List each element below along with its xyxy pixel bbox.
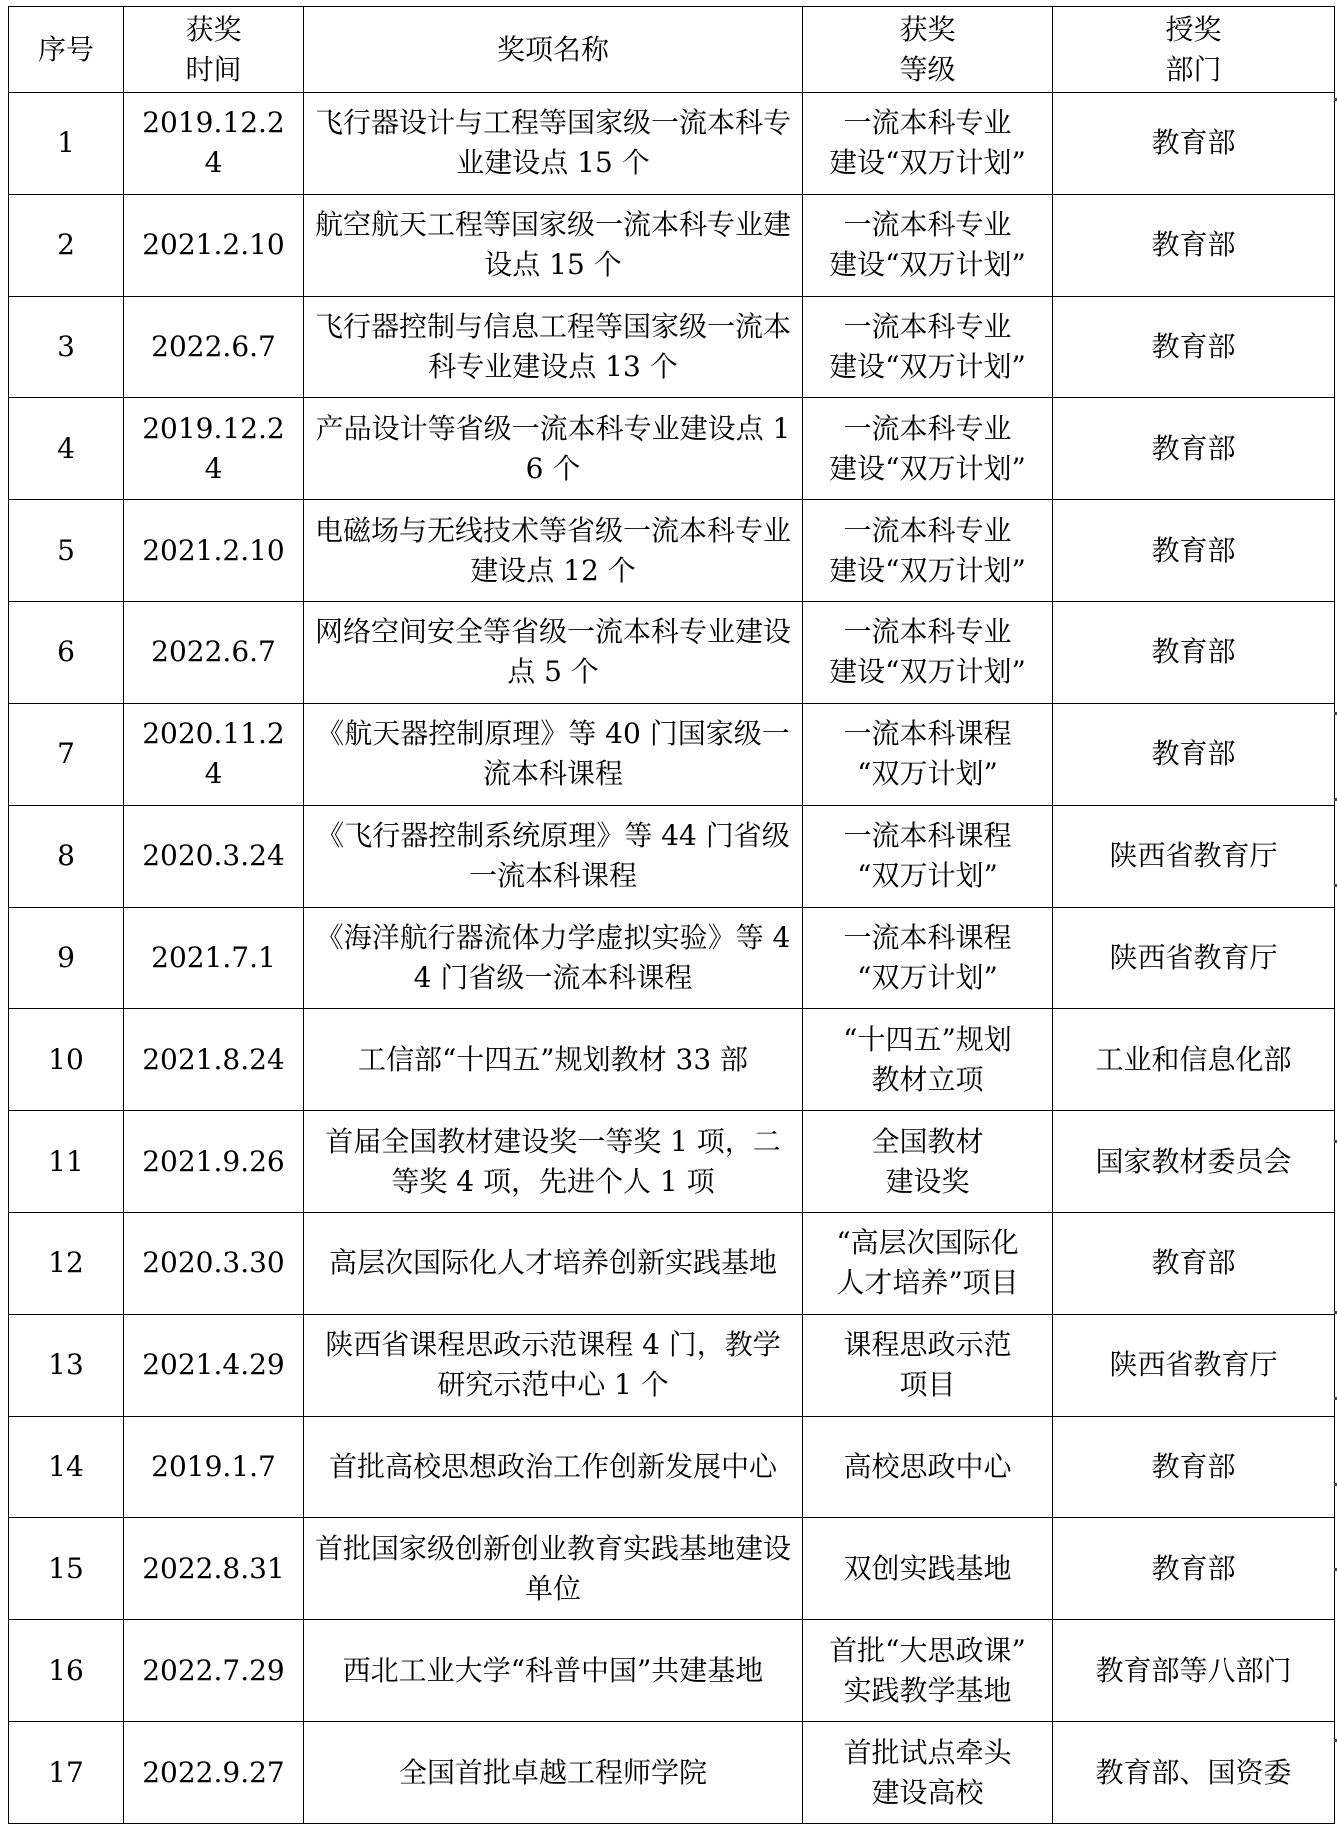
cell-department: 教育部: [1053, 1212, 1335, 1314]
cell-award-level: 一流本科课程 “双万计划”: [803, 907, 1053, 1009]
cell-date: 2020.11.24: [124, 703, 304, 805]
cell-date: 2022.9.27: [124, 1722, 304, 1824]
table-row: [9, 93, 1335, 195]
cell-number: 17: [9, 1722, 124, 1824]
header-date: 获奖 时间: [124, 7, 304, 93]
cell-award-name: 《航天器控制原理》等 40 门国家级一流本科课程: [304, 703, 803, 805]
cell-award-name: 飞行器控制与信息工程等国家级一流本科专业建设点 13 个: [304, 296, 803, 398]
cell-award-level: 一流本科课程 “双万计划”: [803, 703, 1053, 805]
header-no: 序号: [9, 7, 124, 93]
cell-number: 10: [9, 1009, 124, 1111]
cell-award-level: 首批试点牵头 建设高校: [803, 1722, 1053, 1824]
cell-department: 陕西省教育厅: [1053, 907, 1335, 1009]
cell-department: 教育部: [1053, 296, 1335, 398]
cell-date: 2022.6.7: [124, 602, 304, 704]
cell-award-name: 《飞行器控制系统原理》等 44 门省级一流本科课程: [304, 805, 803, 907]
cell-award-name: 首批国家级创新创业教育实践基地建设单位: [304, 1518, 803, 1620]
header-award-level: 获奖 等级: [803, 7, 1053, 93]
cell-award-name: 航空航天工程等国家级一流本科专业建设点 15 个: [304, 194, 803, 296]
cell-date: 2021.9.26: [124, 1111, 304, 1213]
cell-award-name: 首批高校思想政治工作创新发展中心: [304, 1416, 803, 1518]
cell-date: 2021.7.1: [124, 907, 304, 1009]
header-row: [9, 7, 1335, 93]
cell-award-level: 一流本科专业 建设“双万计划”: [803, 398, 1053, 500]
table-row: [9, 1620, 1335, 1722]
table-row: [9, 1314, 1335, 1416]
cell-number: 16: [9, 1620, 124, 1722]
cell-award-name: 网络空间安全等省级一流本科专业建设点 5 个: [304, 602, 803, 704]
cell-department: 国家教材委员会: [1053, 1111, 1335, 1213]
cell-department: 工业和信息化部: [1053, 1009, 1335, 1111]
cell-number: 15: [9, 1518, 124, 1620]
cell-number: 2: [9, 194, 124, 296]
table-row: [9, 1416, 1335, 1518]
table-row: [9, 602, 1335, 704]
cell-department: 教育部: [1053, 1518, 1335, 1620]
cell-award-level: 首批“大思政课” 实践教学基地: [803, 1620, 1053, 1722]
cell-award-name: 电磁场与无线技术等省级一流本科专业建设点 12 个: [304, 500, 803, 602]
cell-department: 陕西省教育厅: [1053, 1314, 1335, 1416]
table-row: [9, 1518, 1335, 1620]
cell-award-level: “高层次国际化 人才培养”项目: [803, 1212, 1053, 1314]
cell-department: 教育部: [1053, 703, 1335, 805]
cell-date: 2019.12.24: [124, 93, 304, 195]
cell-award-name: 首届全国教材建设奖一等奖 1 项，二等奖 4 项，先进个人 1 项: [304, 1111, 803, 1213]
cell-date: 2019.1.7: [124, 1416, 304, 1518]
table-row: [9, 1111, 1335, 1213]
table-row: [9, 398, 1335, 500]
table-row: [9, 1722, 1335, 1824]
cell-award-level: 课程思政示范 项目: [803, 1314, 1053, 1416]
cell-award-level: “十四五”规划 教材立项: [803, 1009, 1053, 1111]
cell-award-level: 一流本科课程 “双万计划”: [803, 805, 1053, 907]
cell-number: 3: [9, 296, 124, 398]
cell-date: 2020.3.24: [124, 805, 304, 907]
cell-number: 14: [9, 1416, 124, 1518]
table-row: [9, 194, 1335, 296]
table-row: [9, 1212, 1335, 1314]
table-row: [9, 500, 1335, 602]
cell-department: 教育部等八部门: [1053, 1620, 1335, 1722]
table-body: [9, 93, 1335, 1824]
cell-award-level: 一流本科专业 建设“双万计划”: [803, 602, 1053, 704]
table-row: [9, 907, 1335, 1009]
cell-date: 2019.12.24: [124, 398, 304, 500]
cell-date: 2021.4.29: [124, 1314, 304, 1416]
cell-department: 教育部: [1053, 1416, 1335, 1518]
cell-award-name: 产品设计等省级一流本科专业建设点 16 个: [304, 398, 803, 500]
cell-award-level: 高校思政中心: [803, 1416, 1053, 1518]
cell-award-name: 高层次国际化人才培养创新实践基地: [304, 1212, 803, 1314]
cell-date: 2021.2.10: [124, 194, 304, 296]
cell-award-level: 一流本科专业 建设“双万计划”: [803, 194, 1053, 296]
table-row: [9, 805, 1335, 907]
table-row: [9, 1009, 1335, 1111]
cell-number: 5: [9, 500, 124, 602]
cell-date: 2022.6.7: [124, 296, 304, 398]
cell-number: 13: [9, 1314, 124, 1416]
cell-department: 教育部: [1053, 194, 1335, 296]
cell-department: 陕西省教育厅: [1053, 805, 1335, 907]
header-award-name: 奖项名称: [304, 7, 803, 93]
cell-department: 教育部、国资委: [1053, 1722, 1335, 1824]
cell-award-level: 双创实践基地: [803, 1518, 1053, 1620]
cell-number: 9: [9, 907, 124, 1009]
cell-award-name: 《海洋航行器流体力学虚拟实验》等 44 门省级一流本科课程: [304, 907, 803, 1009]
cell-date: 2021.8.24: [124, 1009, 304, 1111]
cell-award-name: 工信部“十四五”规划教材 33 部: [304, 1009, 803, 1111]
cell-department: 教育部: [1053, 398, 1335, 500]
cell-award-level: 一流本科专业 建设“双万计划”: [803, 500, 1053, 602]
table-row: [9, 703, 1335, 805]
cell-department: 教育部: [1053, 93, 1335, 195]
cell-department: 教育部: [1053, 602, 1335, 704]
cell-date: 2021.2.10: [124, 500, 304, 602]
cell-number: 1: [9, 93, 124, 195]
cell-award-name: 陕西省课程思政示范课程 4 门，教学研究示范中心 1 个: [304, 1314, 803, 1416]
awards-table: [8, 6, 1335, 1824]
cell-number: 8: [9, 805, 124, 907]
cell-number: 7: [9, 703, 124, 805]
cell-award-level: 一流本科专业 建设“双万计划”: [803, 93, 1053, 195]
cell-date: 2022.7.29: [124, 1620, 304, 1722]
header-department: 授奖 部门: [1053, 7, 1335, 93]
cell-number: 11: [9, 1111, 124, 1213]
cell-award-level: 全国教材 建设奖: [803, 1111, 1053, 1213]
cell-date: 2020.3.30: [124, 1212, 304, 1314]
cell-award-name: 西北工业大学“科普中国”共建基地: [304, 1620, 803, 1722]
cell-department: 教育部: [1053, 500, 1335, 602]
cell-number: 12: [9, 1212, 124, 1314]
cell-number: 4: [9, 398, 124, 500]
cell-date: 2022.8.31: [124, 1518, 304, 1620]
cell-award-name: 全国首批卓越工程师学院: [304, 1722, 803, 1824]
cell-number: 6: [9, 602, 124, 704]
table-row: [9, 296, 1335, 398]
cell-award-name: 飞行器设计与工程等国家级一流本科专业建设点 15 个: [304, 93, 803, 195]
cell-award-level: 一流本科专业 建设“双万计划”: [803, 296, 1053, 398]
